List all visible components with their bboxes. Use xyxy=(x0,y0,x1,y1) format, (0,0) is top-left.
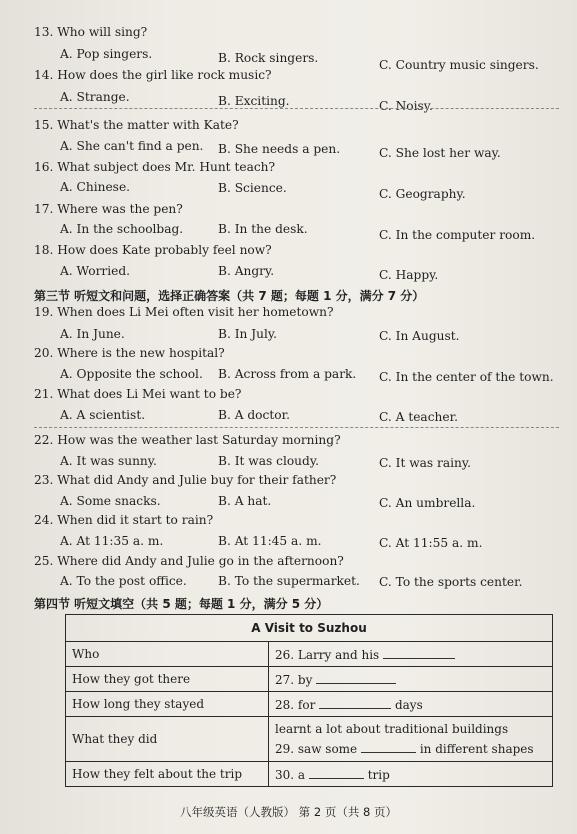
q24-option-a: A. At 11:35 a. m. xyxy=(60,534,164,548)
q20-option-c: C. In the center of the town. xyxy=(379,370,554,384)
blank-prefix: 28. for xyxy=(275,698,316,712)
q16-option-a: A. Chinese. xyxy=(60,180,131,194)
section-4-heading: 第四节 听短文填空（共 5 题；每题 1 分，满分 5 分） xyxy=(34,597,329,611)
page-footer: 八年级英语（人教版） 第 2 页（共 8 页） xyxy=(180,805,397,819)
question-17: 17. Where was the pen? xyxy=(34,202,183,216)
q21-option-c: C. A teacher. xyxy=(379,410,458,424)
q20-option-b: B. Across from a park. xyxy=(218,367,357,381)
q18-option-b: B. Angry. xyxy=(218,264,275,278)
q23-option-b: B. A hat. xyxy=(218,494,272,508)
q14-option-a: A. Strange. xyxy=(60,90,130,104)
question-15: 15. What's the matter with Kate? xyxy=(34,118,239,132)
q17-option-b: B. In the desk. xyxy=(218,222,308,236)
q14-option-b: B. Exciting. xyxy=(218,94,290,108)
q23-option-a: A. Some snacks. xyxy=(60,494,161,508)
q13-option-b: B. Rock singers. xyxy=(218,51,319,65)
q24-option-c: C. At 11:55 a. m. xyxy=(379,536,483,550)
answer-blank-29[interactable] xyxy=(361,740,416,753)
blank-suffix: in different shapes xyxy=(419,742,534,756)
q24-option-b: B. At 11:45 a. m. xyxy=(218,534,322,548)
question-16: 16. What subject does Mr. Hunt teach? xyxy=(34,160,276,174)
blank-prefix: 29. saw some xyxy=(275,742,358,756)
table-caption-row xyxy=(66,615,553,642)
q15-option-a: A. She can't find a pen. xyxy=(60,139,204,153)
blank-suffix: days xyxy=(394,698,423,712)
blank-suffix: trip xyxy=(367,768,390,782)
answer-blank-30[interactable] xyxy=(309,766,364,779)
notes-table xyxy=(65,614,553,787)
q25-option-c: C. To the sports center. xyxy=(379,575,523,589)
q19-option-c: C. In August. xyxy=(379,329,460,343)
question-19: 19. When does Li Mei often visit her hometown? xyxy=(34,305,334,319)
question-23: 23. What did Andy and Julie buy for their father? xyxy=(34,473,337,487)
q13-option-c: C. Country music singers. xyxy=(379,58,539,72)
question-22: 22. How was the weather last Saturday morning? xyxy=(34,433,341,447)
row-content xyxy=(269,692,553,717)
q22-option-c: C. It was rainy. xyxy=(379,456,472,470)
q22-option-a: A. It was sunny. xyxy=(60,454,157,468)
q15-option-c: C. She lost her way. xyxy=(379,146,501,160)
question-18: 18. How does Kate probably feel now? xyxy=(34,243,272,257)
table-row xyxy=(66,667,553,692)
q17-option-c: C. In the computer room. xyxy=(379,228,536,242)
q18-option-c: C. Happy. xyxy=(379,268,439,282)
row-label: How long they stayed xyxy=(66,692,269,717)
question-20: 20. Where is the new hospital? xyxy=(34,346,225,360)
activity-text: learnt a lot about traditional buildings xyxy=(275,722,509,736)
q20-option-a: A. Opposite the school. xyxy=(60,367,203,381)
table-row xyxy=(66,642,553,667)
section-3-heading: 第三节 听短文和问题，选择正确答案（共 7 题；每题 1 分，满分 7 分） xyxy=(34,289,425,303)
blank-prefix: 30. a xyxy=(275,768,306,782)
q25-option-b: B. To the supermarket. xyxy=(218,574,360,588)
row-content xyxy=(269,642,553,667)
answer-blank-26[interactable] xyxy=(383,646,455,659)
q14-option-c: C. Noisy. xyxy=(379,99,433,113)
q19-option-b: B. In July. xyxy=(218,327,278,341)
q23-option-c: C. An umbrella. xyxy=(379,496,476,510)
row-label: Who xyxy=(66,642,269,667)
answer-blank-27[interactable] xyxy=(316,671,396,684)
row-content xyxy=(269,717,553,762)
blank-prefix: 26. Larry and his xyxy=(275,648,380,662)
question-21: 21. What does Li Mei want to be? xyxy=(34,387,242,401)
dashed-divider xyxy=(34,108,559,109)
table-title: A Visit to Suzhou xyxy=(66,615,553,642)
question-24: 24. When did it start to rain? xyxy=(34,513,214,527)
table-row xyxy=(66,717,553,762)
q13-option-a: A. Pop singers. xyxy=(60,47,153,61)
row-content xyxy=(269,667,553,692)
question-13: 13. Who will sing? xyxy=(34,25,148,39)
blank-prefix: 27. by xyxy=(275,673,313,687)
row-label: What they did xyxy=(66,717,269,762)
q19-option-a: A. In June. xyxy=(60,327,125,341)
q16-option-c: C. Geography. xyxy=(379,187,466,201)
q21-option-a: A. A scientist. xyxy=(60,408,146,422)
q21-option-b: B. A doctor. xyxy=(218,408,290,422)
q16-option-b: B. Science. xyxy=(218,181,287,195)
answer-blank-28[interactable] xyxy=(319,696,391,709)
row-label: How they felt about the trip xyxy=(66,762,269,787)
row-label: How they got there xyxy=(66,667,269,692)
q22-option-b: B. It was cloudy. xyxy=(218,454,319,468)
row-content xyxy=(269,762,553,787)
q17-option-a: A. In the schoolbag. xyxy=(60,222,184,236)
q18-option-a: A. Worried. xyxy=(60,264,131,278)
q25-option-a: A. To the post office. xyxy=(60,574,187,588)
dashed-divider xyxy=(34,427,559,428)
table-row xyxy=(66,692,553,717)
q15-option-b: B. She needs a pen. xyxy=(218,142,341,156)
table-row xyxy=(66,762,553,787)
question-14: 14. How does the girl like rock music? xyxy=(34,68,272,82)
question-25: 25. Where did Andy and Julie go in the afternoon? xyxy=(34,554,344,568)
